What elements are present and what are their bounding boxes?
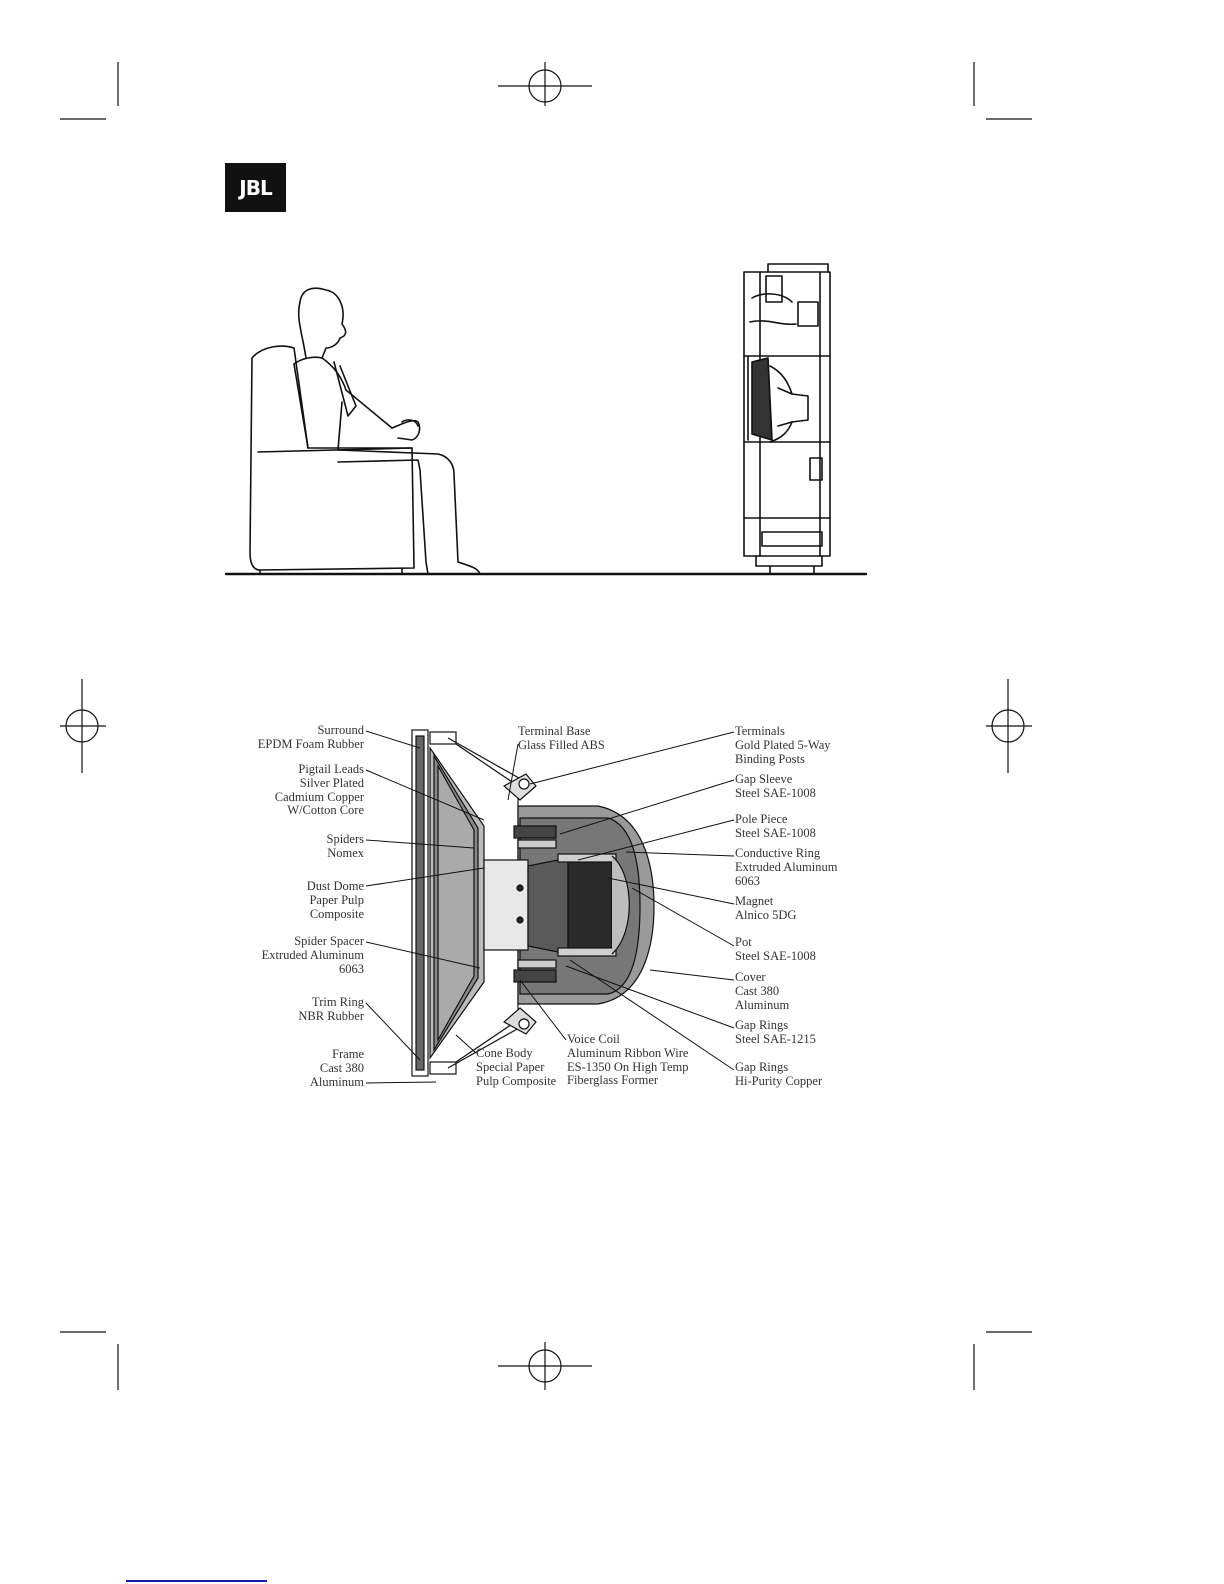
label-conductive-ring: Conductive Ring Extruded Aluminum 6063 (735, 846, 838, 888)
label-pot: Pot Steel SAE-1008 (735, 935, 816, 963)
jbl-logo-text: JBL (239, 175, 272, 200)
bottom-rule (126, 1580, 267, 1582)
label-magnet: Magnet Alnico 5DG (735, 894, 797, 922)
label-surround: Surround EPDM Foam Rubber (257, 723, 364, 751)
label-frame: Frame Cast 380 Aluminum (309, 1047, 364, 1089)
label-voice-coil: Voice Coil Aluminum Ribbon Wire ES-1350 On High Temp Fiberglass Former (567, 1032, 689, 1088)
label-terminals: Terminals Gold Plated 5-Way Binding Posts (735, 724, 831, 766)
label-spider-spacer: Spider Spacer Extruded Aluminum 6063 (261, 934, 364, 976)
label-trim-ring: Trim Ring NBR Rubber (298, 995, 364, 1023)
label-gap-sleeve: Gap Sleeve Steel SAE-1008 (735, 772, 816, 800)
label-pole-piece: Pole Piece Steel SAE-1008 (735, 812, 816, 840)
label-gap-rings-copper: Gap Rings Hi-Purity Copper (735, 1060, 823, 1088)
label-spiders: Spiders Nomex (326, 832, 364, 860)
label-cone-body: Cone Body Special Paper Pulp Composite (476, 1046, 557, 1088)
label-dust-dome: Dust Dome Paper Pulp Composite (306, 879, 364, 921)
label-terminal-base: Terminal Base Glass Filled ABS (518, 724, 605, 752)
label-pigtail-leads: Pigtail Leads Silver Plated Cadmium Copper W/Cotton Core (274, 762, 364, 818)
label-gap-rings-steel: Gap Rings Steel SAE-1215 (735, 1018, 816, 1046)
label-cover: Cover Cast 380 Aluminum (735, 970, 790, 1012)
